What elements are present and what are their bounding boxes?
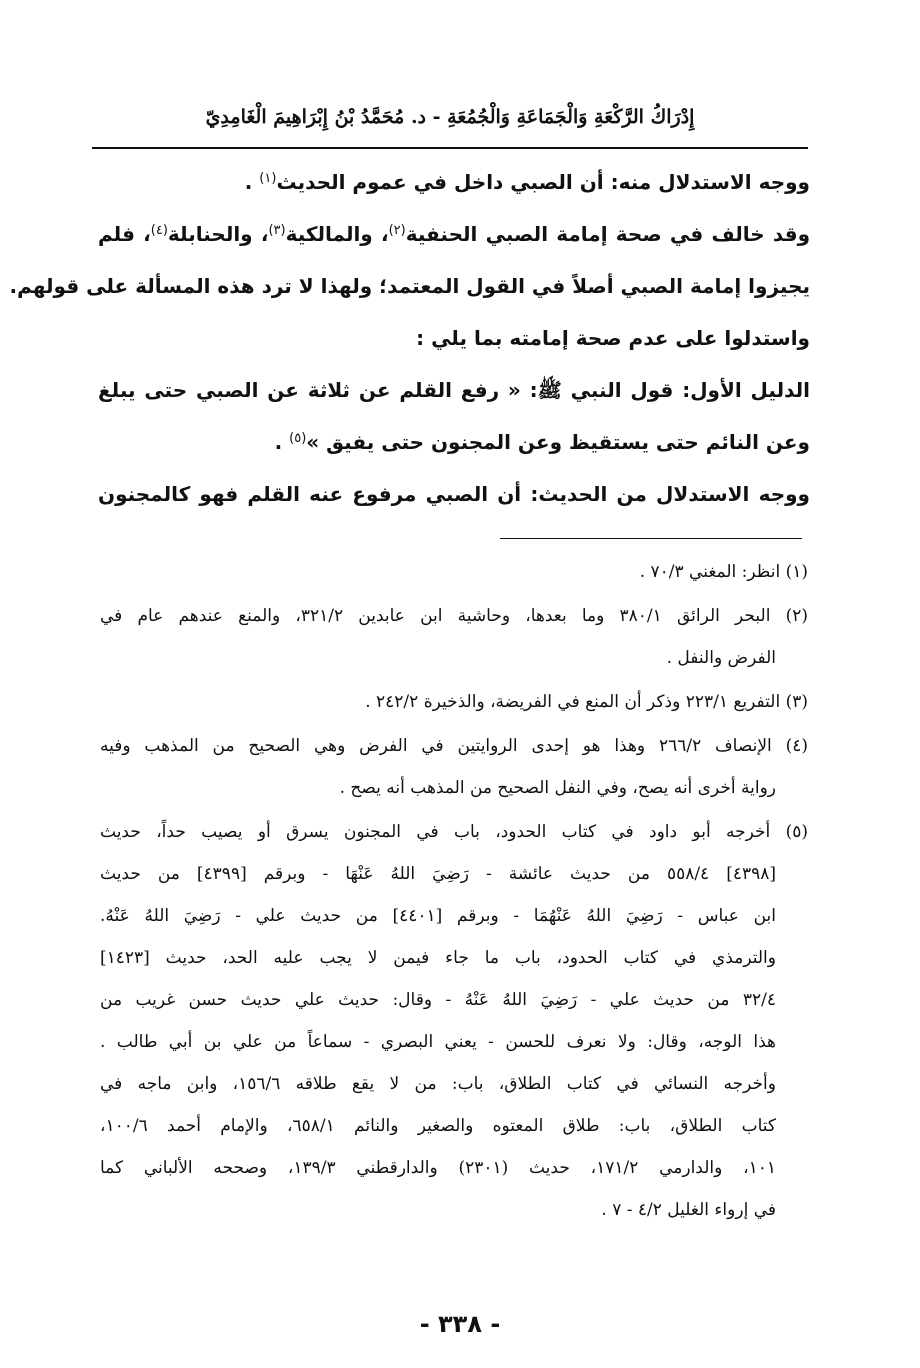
footnote-5-line-10: في إرواء الغليل ٤/٢ - ٧ . (601, 1200, 776, 1220)
footnote-5-line-8: كتاب الطلاق، باب: طلاق المعتوه والصغير والنائم ٦٥٨/١، والإمام أحمد ١٠٠/٦، (100, 1116, 776, 1136)
footnote-divider (500, 538, 802, 539)
text-line-6 (98, 428, 810, 456)
line-2-part-b: ، والمالكية (285, 222, 389, 246)
footnote-3: (٣) التفريع ٢٢٣/١ وذكر أن المنع في الفريضة، والذخيرة ٢٤٢/٢ . (365, 692, 808, 712)
line-1-text: ووجه الاستدلال منه: أن الصبي داخل في عموم الحديث (276, 170, 810, 194)
footnote-ref-1: (١) (259, 171, 277, 186)
footnote-5-line-6: هذا الوجه، وقال: ولا نعرف للحسن - يعني البصري - سماعاً من علي بن أبي طالب . (100, 1032, 776, 1052)
line-1-end: . (244, 170, 260, 194)
text-line-7: ووجه الاستدلال من الحديث: أن الصبي مرفوع عنه القلم فهو كالمجنون (98, 482, 810, 506)
footnote-2-line-2-text: الفرض والنفل . (666, 648, 776, 668)
text-line-5: الدليل الأول: قول النبي ﷺ: « رفع القلم عن ثلاثة عن الصبي حتى يبلغ (98, 378, 810, 402)
running-header-title: إِدْرَاكُ الرَّكْعَةِ وَالْجَمَاعَةِ وَالْجُمُعَةِ - د. مُحَمَّدُ بْنُ إِبْرَاهِيمَ الْغَامِدِيّ (205, 106, 695, 128)
line-6-end: . (274, 430, 290, 454)
footnote-ref-2: (٢) (388, 223, 406, 238)
footnote-4-line-2-text: رواية أخرى أنه يصح، وفي النفل الصحيح من المذهب أنه يصح . (339, 778, 776, 798)
text-line-2 (98, 220, 810, 248)
footnote-ref-5: (٥) (289, 431, 307, 446)
footnote-5-line-5: ٣٢/٤ من حديث علي - رَضِيَ اللهُ عَنْهُ - وقال: حديث علي حديث حسن غريب من (100, 990, 776, 1010)
footnote-ref-4: (٤) (150, 223, 168, 238)
footnote-5-line-1: (٥) أخرجه أبو داود في كتاب الحدود، باب في المجنون يسرق أو يصيب حداً، حديث (100, 822, 808, 842)
page-number: - ٣٣٨ - (419, 1310, 501, 1338)
text-line-4: واستدلوا على عدم صحة إمامته بما يلي : (416, 326, 810, 350)
footnote-5-line-4: والترمذي في كتاب الحدود، باب ما جاء فيمن لا يجب عليه الحد، حديث [١٤٢٣] (100, 948, 776, 968)
footnote-1: (١) انظر: المغني ٧٠/٣ . (639, 562, 808, 582)
footnote-5-line-3: ابن عباس - رَضِيَ اللهُ عَنْهُمَا - وبرقم [٤٤٠١] من حديث علي - رَضِيَ اللهُ عَنْهُ. (100, 906, 776, 926)
text-line-3: يجيزوا إمامة الصبي أصلاً في القول المعتمد؛ ولهذا لا ترد هذه المسألة على قولهم. (9, 274, 810, 298)
footnote-5-line-7: وأخرجه النسائي في كتاب الطلاق، باب: من لا يقع طلاقه ١٥٦/٦، وابن ماجه في (100, 1074, 776, 1094)
header-divider (92, 147, 808, 149)
footnote-5-line-9: ١٠١، والدارمي ١٧١/٢، حديث (٢٣٠١) والدارقطني ١٣٩/٣، وصححه الألباني كما (100, 1158, 776, 1178)
footnote-4-line-1: (٤) الإنصاف ٢٦٦/٢ وهذا هو إحدى الروايتين في الفرض وهي الصحيح من المذهب وفيه (100, 736, 808, 756)
footnote-ref-3: (٣) (268, 223, 286, 238)
footnote-4-line-2 (100, 776, 808, 800)
footnote-5-line-2: [٤٣٩٨] ٥٥٨/٤ من حديث عائشة - رَضِيَ اللهُ عَنْهَا - وبرقم [٤٣٩٩] من حديث (100, 864, 777, 884)
line-2-part-a: وقد خالف في صحة إمامة الصبي الحنفية (405, 222, 811, 246)
footnote-2-line-1: (٢) البحر الرائق ٣٨٠/١ وما بعدها، وحاشية ابن عابدين ٣٢١/٢، والمنع عندهم عام في (100, 606, 808, 626)
line-6-text: وعن النائم حتى يستقيظ وعن المجنون حتى يفيق » (306, 430, 810, 454)
line-2-part-c: ، والحنابلة (167, 222, 269, 246)
line-2-part-d: ، فلم (98, 222, 151, 246)
footnote-2-line-2 (100, 646, 808, 670)
text-line-1 (98, 168, 810, 196)
